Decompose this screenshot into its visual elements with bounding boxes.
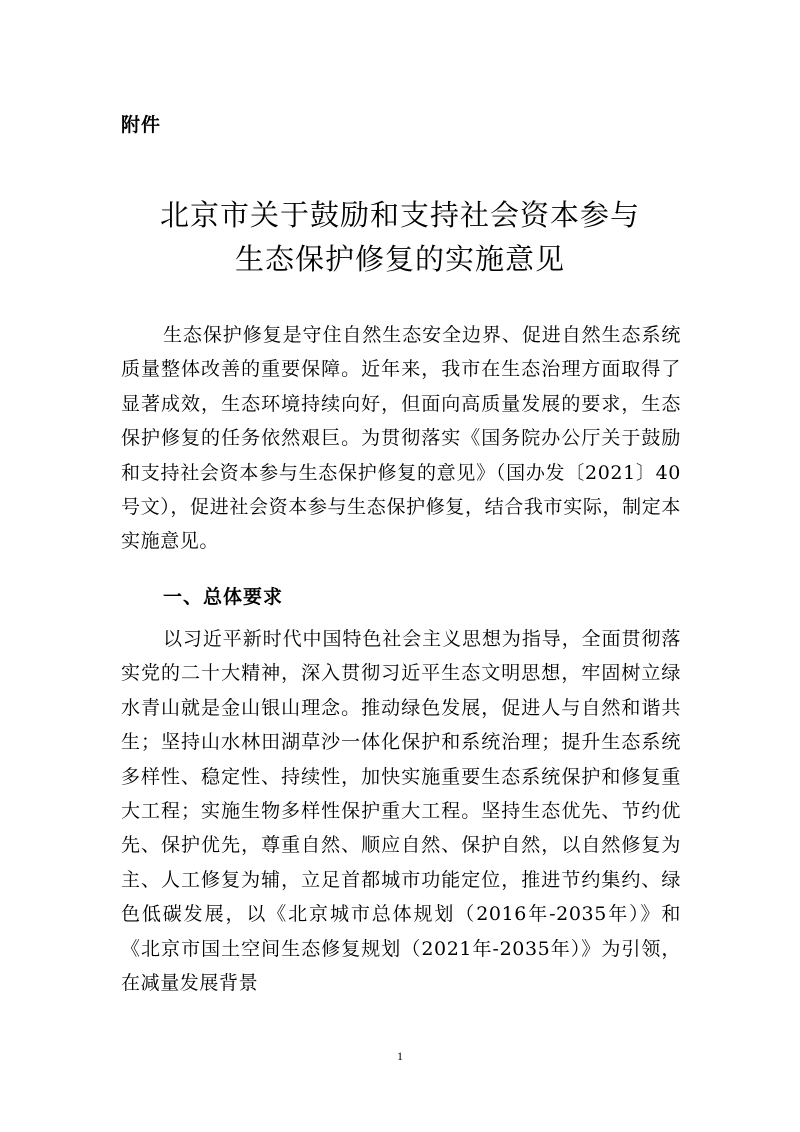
- intro-paragraph: 生态保护修复是守住自然生态安全边界、促进自然生态系统质量整体改善的重要保障。近年来，我市在生态治理方面取得了显著成效，生态环境持续向好，但面向高质量发展的要求，生态保护修复的任务依然艰巨。为贯彻落实《国务院办公厅关于鼓励和支持社会资本参与生态保护修复的意见》（国办发〔2021〕40号文），促进社会资本参与生态保护修复，结合我市实际，制定本实施意见。: [121, 324, 681, 553]
- section-heading-general-requirements: 一、总体要求: [163, 586, 284, 608]
- document-title-line-2: 生态保护修复的实施意见: [234, 242, 565, 276]
- page-number: 1: [397, 1049, 403, 1063]
- section-paragraph-general-requirements: 以习近平新时代中国特色社会主义思想为指导，全面贯彻落实党的二十大精神，深入贯彻习近平生态文明思想，牢固树立绿水青山就是金山银山理念。推动绿色发展，促进人与自然和谐共生；坚持山水林田湖草沙一体化保护和系统治理；提升生态系统多样性、稳定性、持续性，加快实施重要生态系统保护和修复重大工程；实施生物多样性保护重大工程。坚持生态优先、节约优先、保护优先，尊重自然、顺应自然、保护自然，以自然修复为主、人工修复为辅，立足首都城市功能定位，推进节约集约、绿色低碳发展，以《北京城市总体规划（2016年-2035年）》和《北京市国土空间生态修复规划（2021年-2035年）》为引领，在减量发展背景: [121, 628, 681, 995]
- document-title-line-1: 北京市关于鼓励和支持社会资本参与: [159, 198, 640, 232]
- attachment-label: 附件: [121, 114, 162, 136]
